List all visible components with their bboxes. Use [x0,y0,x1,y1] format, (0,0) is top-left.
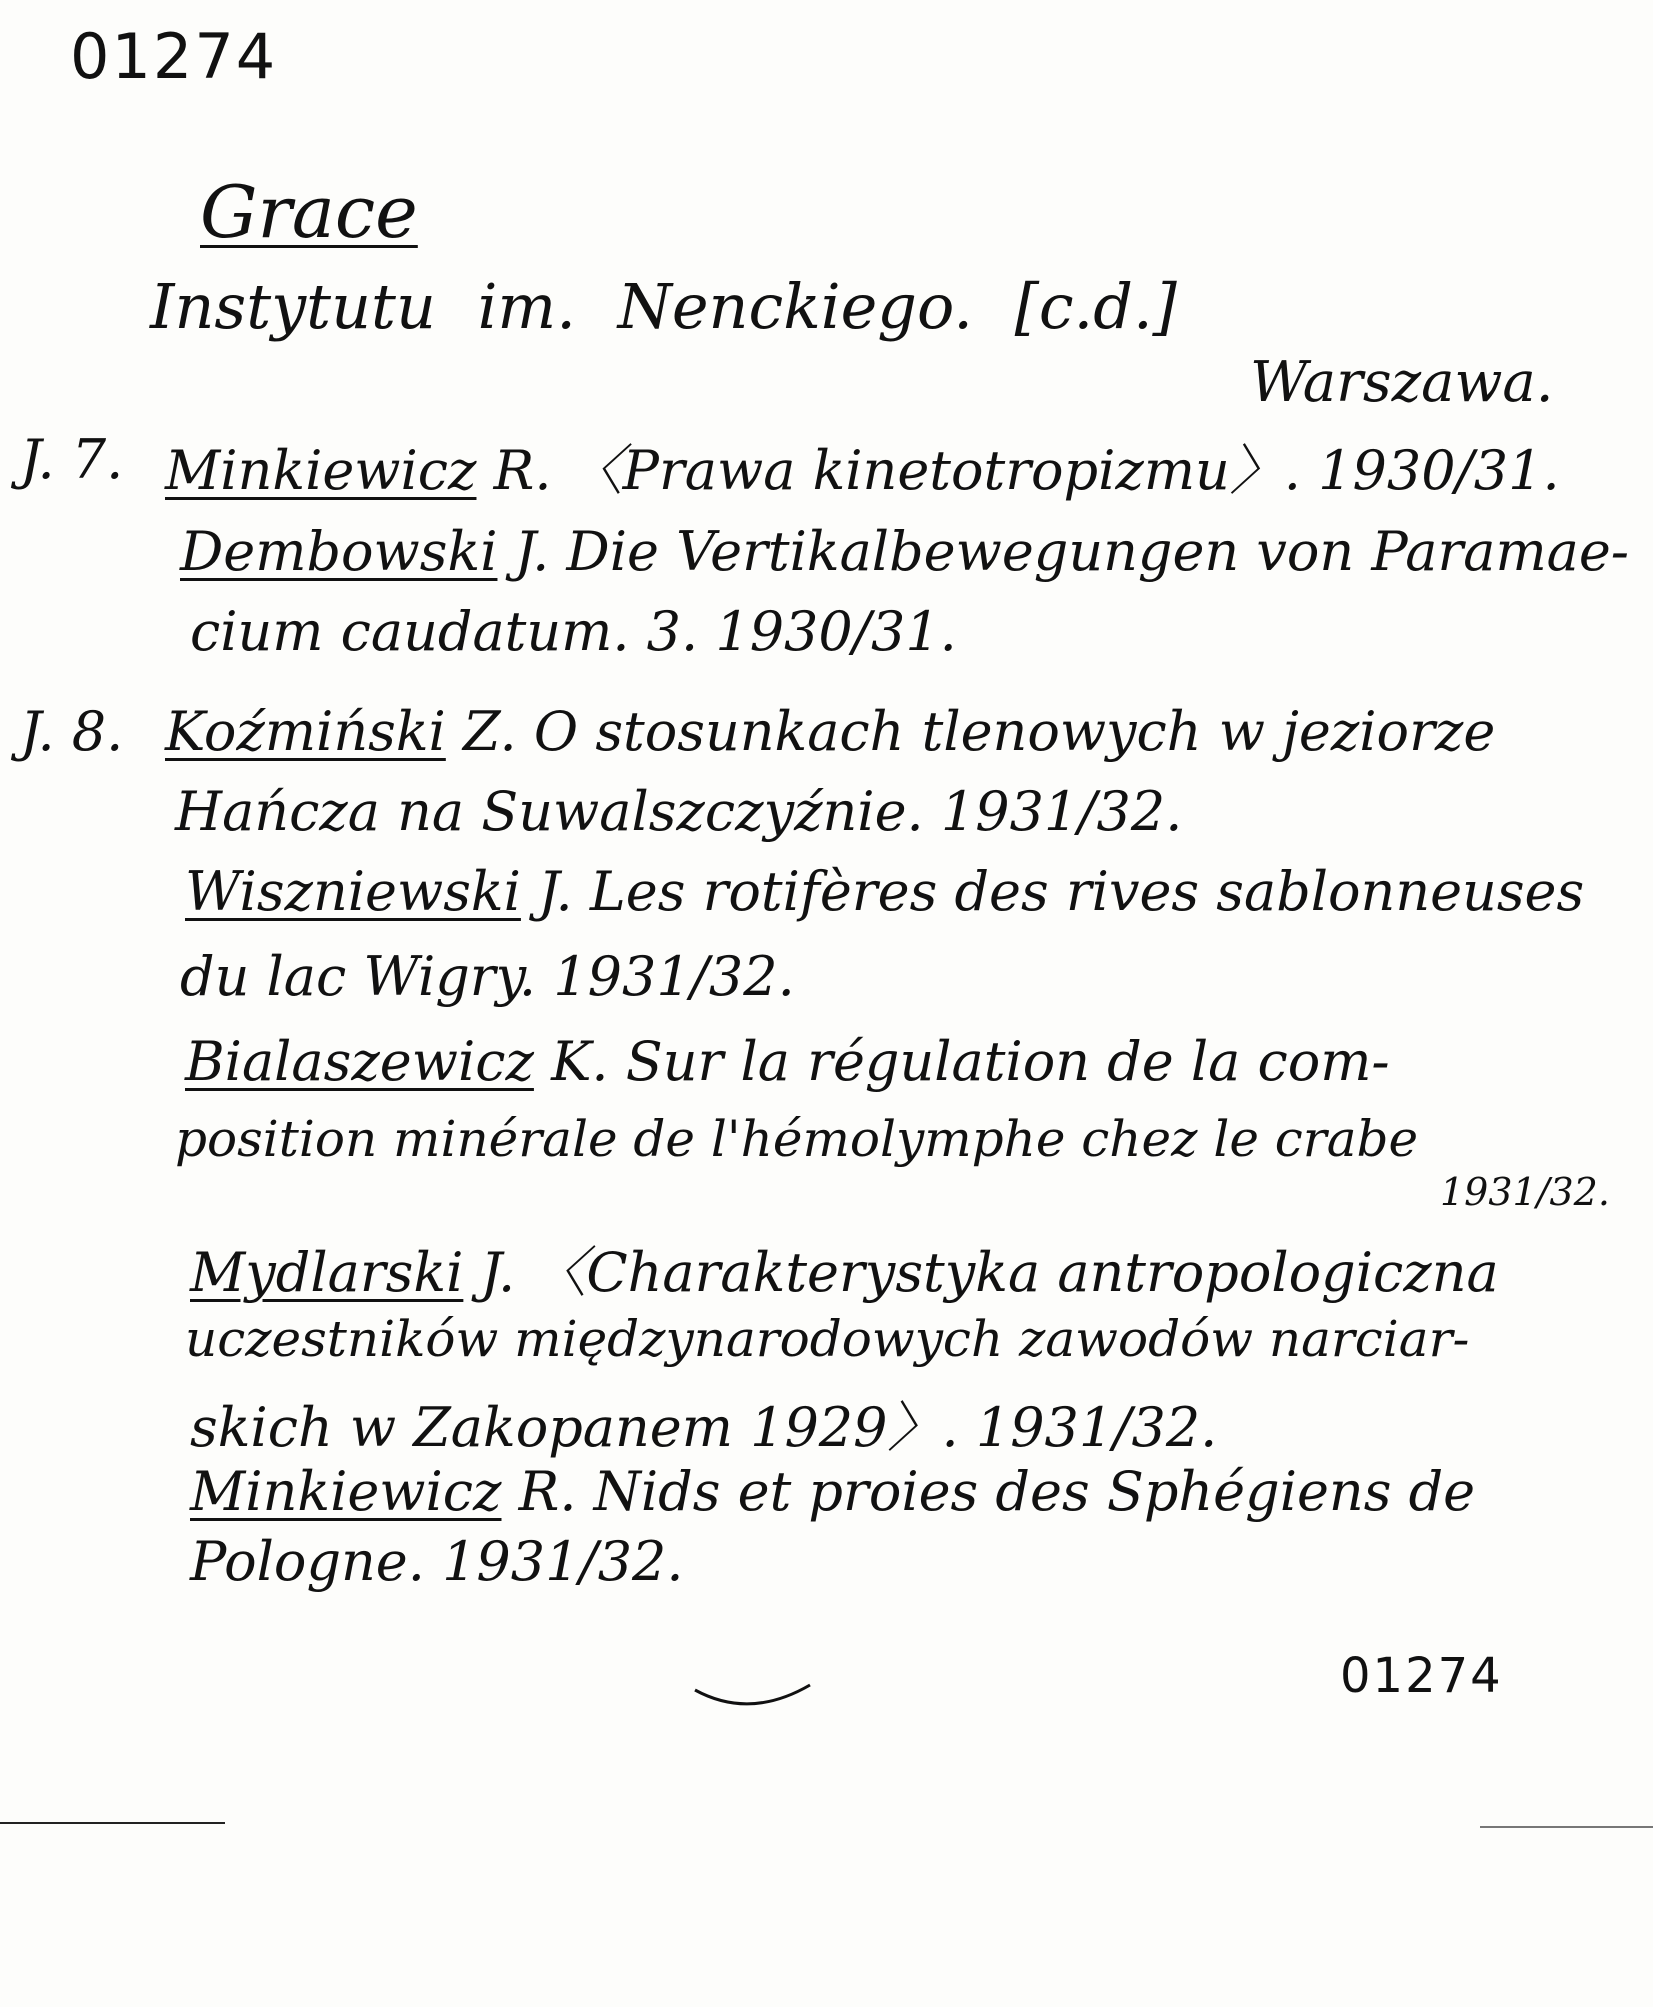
entry-title: J. Les rotifères des rives sablonneuses [538,860,1585,923]
entry-author: Mydlarski [190,1241,464,1304]
card-number-bottom: 01274 [1340,1648,1503,1704]
card-city: Warszawa. [1250,350,1554,415]
entry-author: Wiszniewski [185,860,521,923]
entry-line [165,428,1560,505]
card-title: Grace [200,170,418,254]
divider-right [1480,1826,1653,1828]
card-subtitle: Instytutu im. Nenckiego. [c.d.] [150,270,1177,343]
entry-title: R. 〈Prawa kinetotropizmu〉. 1930/31. [493,439,1560,502]
entry-line [190,1460,1475,1523]
entry-author: Bialaszewicz [185,1030,534,1093]
section-label-j7: J. 7. [20,428,124,491]
entry-continuation: Pologne. 1931/32. [190,1530,684,1593]
entry-author: Minkiewicz [190,1460,502,1523]
entry-line [180,520,1629,583]
entry-year: 1931/32. [1440,1170,1610,1214]
entry-line [185,860,1584,923]
entry-line [190,1230,1499,1307]
flourish-mark [690,1680,820,1720]
entry-continuation: Hańcza na Suwalszczyźnie. 1931/32. [175,780,1183,843]
card-number-top: 01274 [70,20,278,93]
section-label-j8: J. 8. [20,700,124,763]
entry-author: Koźmiński [165,700,446,763]
entry-title: J. 〈Charakterystyka antropologiczna [480,1241,1499,1304]
entry-author: Minkiewicz [165,439,477,502]
divider-left [0,1822,225,1824]
entry-title: R. Nids et proies des Sphégiens de [518,1460,1476,1523]
entry-continuation: skich w Zakopanem 1929〉. 1931/32. [190,1396,1218,1459]
entry-title: Z. O stosunkach tlenowych w jeziorze [462,700,1496,763]
entry-continuation: position minérale de l'hémolymphe chez le crabe [175,1110,1419,1168]
entry-line [185,1030,1390,1093]
entry-title: J. Die Vertikalbewegungen von Paramae- [514,520,1630,583]
entry-continuation: cium caudatum. 3. 1930/31. [190,600,957,663]
entry-author: Dembowski [180,520,498,583]
entry-line [165,700,1495,763]
entry-continuation: uczestników międzynarodowych zawodów narciar- [185,1310,1470,1368]
entry-title: K. Sur la régulation de la com- [551,1030,1390,1093]
entry-continuation: du lac Wigry. 1931/32. [180,945,795,1008]
